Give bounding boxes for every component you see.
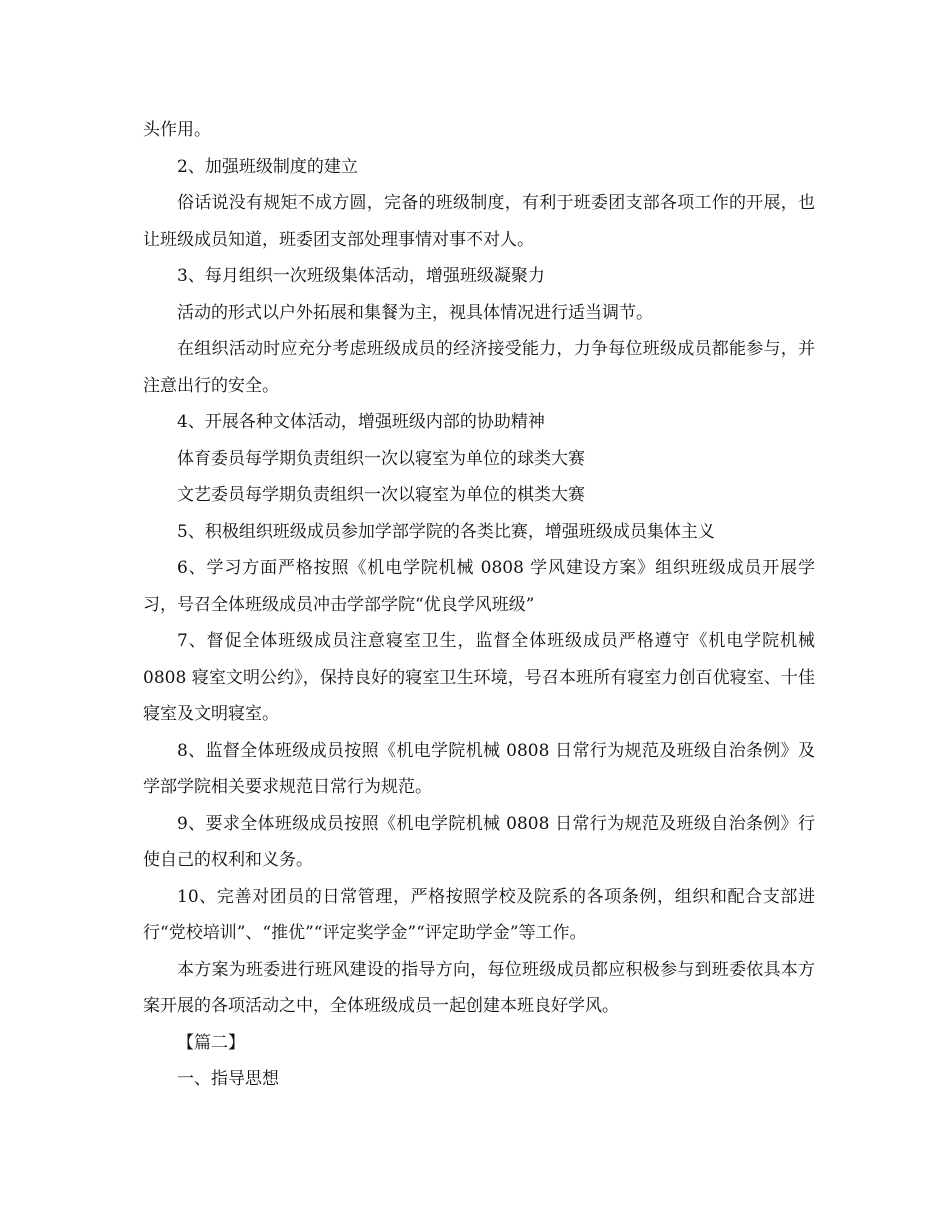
item-10: 10、完善对团员的日常管理，严格按照学校及院系的各项条例，组织和配合支部进行“党校培训”、“推优”“评定奖学金”“评定助学金”等工作。 [143,886,815,943]
paragraph: 活动的形式以户外拓展和集餐为主，视具体情况进行适当调节。 [177,302,653,323]
item-heading-2: 2、加强班级制度的建立 [177,156,358,177]
paragraph: 俗话说没有规矩不成方圆，完备的班级制度，有利于班委团支部各项工作的开展，也让班级成员知道，班委团支部处理事情对事不对人。 [143,193,815,250]
paragraph-conclusion: 本方案为班委进行班风建设的指导方向，每位班级成员都应积极参与到班委依具本方案开展的各项活动之中，全体班级成员一起创建本班良好学风。 [143,959,815,1016]
item-9: 9、要求全体班级成员按照《机电学院机械 0808 日常行为规范及班级自治条例》行使自己的权利和义务。 [143,813,815,870]
item-6: 6、学习方面严格按照《机电学院机械 0808 学风建设方案》组织班级成员开展学习，号召全体班级成员冲击学部学院“优良学风班级” [143,558,815,615]
item-5: 5、积极组织班级成员参加学部学院的各类比赛，增强班级成员集体主义 [177,521,715,542]
paragraph: 在组织活动时应充分考虑班级成员的经济接受能力，力争每位班级成员都能参与，并注意出行的安全。 [143,339,815,396]
item-heading-3: 3、每月组织一次班级集体活动，增强班级凝聚力 [177,266,545,286]
paragraph: 文艺委员每学期负责组织一次以寝室为单位的棋类大赛 [177,485,585,505]
section-heading: 一、指导思想 [177,1069,279,1089]
item-8: 8、监督全体班级成员按照《机电学院机械 0808 日常行为规范及班级自治条例》及学部学院相关要求规范日常行为规范。 [143,740,815,797]
paragraph: 体育委员每学期负责组织一次以寝室为单位的球类大赛 [177,448,585,469]
section-marker: 【篇二】 [177,1032,245,1053]
document-body [143,112,815,1098]
item-heading-4: 4、开展各种文体活动，增强班级内部的协助精神 [177,412,545,432]
paragraph-continuation: 头作用。 [143,120,211,140]
item-7: 7、督促全体班级成员注意寝室卫生，监督全体班级成员严格遵守《机电学院机械 0808 寝室文明公约》，保持良好的寝室卫生环境，号召本班所有寝室力创百优寝室、十佳寝室及文明寝室。 [143,631,815,724]
